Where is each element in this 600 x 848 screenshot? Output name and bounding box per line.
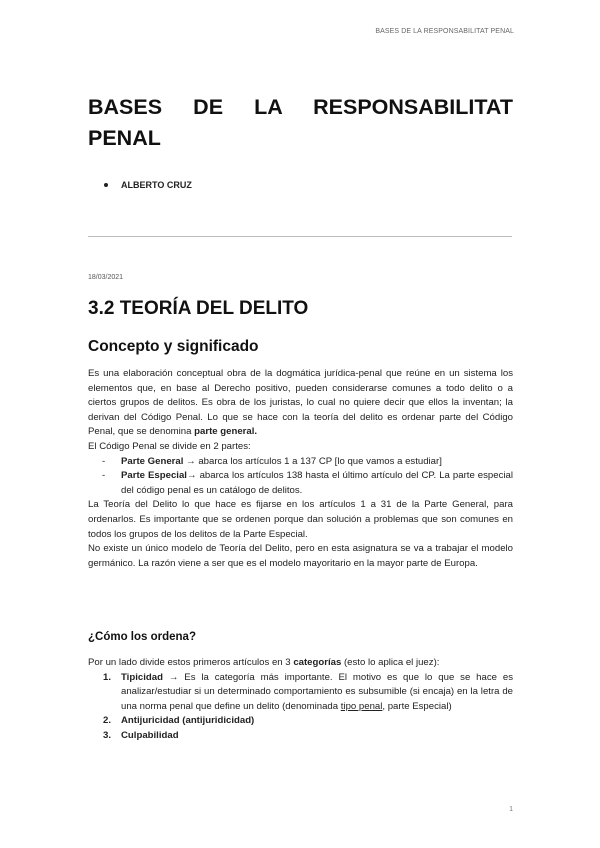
paragraph-model: No existe un único modelo de Teoría del Delito, pero en esta asignatura se va a trabajar el modelo germánico. La razón viene a ser que es el modelo mayoritario en la mayor parte de Europa. [88, 543, 513, 569]
part-term: Parte Especial [121, 470, 187, 482]
intro-text: (esto lo aplica el juez): [341, 657, 440, 668]
list-item [88, 729, 513, 744]
intro-text: Por un lado divide estos primeros artículos en 3 [88, 657, 294, 668]
running-header: BASES DE LA RESPONSABILITAT PENAL [375, 28, 514, 35]
list-item [88, 714, 513, 729]
section-heading: 3.2 TEORÍA DEL DELITO [88, 298, 309, 319]
dash-marker: - [102, 470, 106, 482]
parts-list [88, 455, 513, 499]
paragraph-parts-intro: El Código Penal se divide en 2 partes: [88, 440, 251, 452]
list-item [88, 671, 513, 715]
part-term: Parte General [121, 455, 184, 467]
bold-term: parte general. [194, 426, 258, 438]
bold-term: categorías [293, 657, 342, 668]
part-text: → abarca los artículos 1 a 137 CP [lo que vamos a estudiar] [183, 455, 442, 467]
category-term: Antijuricidad (antijuridicidad) [121, 715, 255, 727]
ordering-intro [88, 656, 513, 671]
ordering-heading: ¿Cómo los ordena? [88, 631, 196, 643]
page-number: 1 [509, 806, 513, 813]
list-item [88, 469, 513, 498]
category-text: → Es la categoría más importante. El motivo es que lo que se hace es analizar/estudiar si un determinado comportamiento es subsumible (si encaja) en la letra de una norma penal que define un delito (denominada [121, 671, 513, 712]
dash-marker: - [102, 455, 106, 467]
underlined-term: tipo penal [340, 700, 383, 712]
document-title: BASES DE LA RESPONSABILITAT PENAL [88, 95, 513, 150]
list-number: 3. [103, 729, 112, 741]
author-item [104, 180, 192, 190]
category-text: , parte Especial) [382, 700, 452, 712]
horizontal-divider [88, 236, 512, 237]
author-name: ALBERTO CRUZ [121, 180, 192, 190]
categories-list [88, 671, 513, 744]
paragraph-text: Es una elaboración conceptual obra de la dogmática jurídica-penal que reúne en un sistema los elementos que, en base al Derecho positivo, pueden considerarse comunes a todo delito o a ciertos grupos de delitos. Es obra de los juristas, lo cual no quiere decir que ellos la inventan; la derivan del Código Penal. Lo que se hace con la teoría del delito es ordenar parte del Código Penal, que se denomina [88, 368, 513, 438]
bullet-icon [104, 183, 108, 187]
category-term: Tipicidad [121, 671, 163, 683]
author-list [104, 180, 192, 190]
section-subheading: Concepto y significado [88, 338, 259, 355]
category-term: Culpabilidad [121, 729, 179, 741]
section-body [88, 367, 513, 571]
ordering-body [88, 656, 513, 744]
list-number: 1. [103, 671, 112, 683]
list-number: 2. [103, 715, 112, 727]
list-item [88, 455, 513, 470]
document-date: 18/03/2021 [88, 274, 124, 281]
paragraph-definition [88, 367, 513, 440]
paragraph-theory: La Teoría del Delito lo que hace es fijarse en los artículos 1 a 31 de la Parte General, para ordenarlos. Es importante que se ordenen porque dan solución a problemas que son comunes en todos los grupos de los delitos de la Parte Especial. [88, 499, 513, 540]
part-text: → abarca los artículos 138 hasta el último artículo del CP. La parte especial del código penal es un catálogo de delitos. [121, 470, 514, 496]
